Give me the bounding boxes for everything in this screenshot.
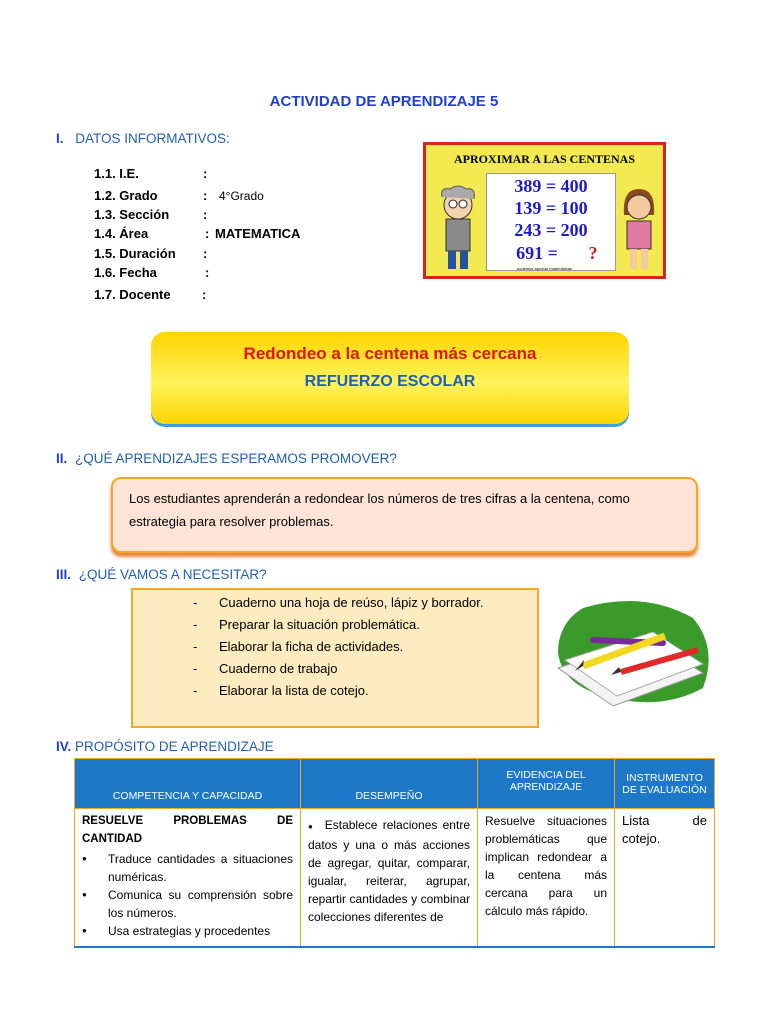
section-3-number: III. [56,567,72,582]
data-colon: : [205,226,210,241]
poster-equation: 243 = 200 [514,220,588,240]
section-4-label: PROPÓSITO DE APRENDIZAJE [75,739,274,754]
data-label: 1.3. Sección [94,207,170,222]
banner-subtitle: REFUERZO ESCOLAR [304,373,476,390]
poster-equation: 389 = 400 [514,176,588,196]
list-item-text: Cuaderno de trabajo [219,661,338,676]
list-item-text: Preparar la situación problemática. [219,617,420,632]
cell-competencia [75,809,301,947]
table-header-row [75,759,715,809]
poster-title: APROXIMAR A LAS CENTENAS [453,152,636,166]
section-2-number: II. [56,451,68,466]
header-desempeno: DESEMPEÑO [301,759,478,809]
teacher-character-icon [432,183,484,275]
poster-equation: 691 = [516,243,558,263]
data-value: MATEMATICA [215,226,301,241]
materials-box: - Cuaderno una hoja de reúso, lápiz y borrador. - Preparar la situación problemática. - Elaborar la ficha de actividades. - Cuaderno de trabajo - Elaborar la lista de cotejo. [131,588,539,728]
cell-evidencia: Resuelve situaciones problemáticas que implican redondear a la centena más cercana para un cálculo más rápido. [478,809,615,947]
data-label: 1.5. Duración [94,246,176,261]
data-colon: : [202,287,207,302]
poster-question-mark: ? [588,243,598,263]
data-label: 1.2. Grado [94,188,158,203]
section-2-heading [56,451,397,466]
data-label: 1.4. Área [94,226,149,241]
data-label: 1.6. Fecha [94,265,157,280]
poster-board [486,173,616,271]
poster-equation: 139 = 100 [514,198,588,218]
data-value: 4°Grado [219,189,264,203]
desempeno-value: Establece relaciones entre datos y una o más acciones de agregar, quitar, comparar, igualar, reiterar, agrupar, repartir cantidades y combinar colecciones diferentes de [308,818,470,924]
girl-character-icon [616,185,662,275]
section-3-label: ¿QUÉ VAMOS A NECESITAR? [78,567,267,582]
data-colon: : [203,207,208,222]
list-item: ● Comunica su comprensión sobre los números. [82,886,293,922]
data-colon: : [203,246,208,261]
table-row [75,809,715,947]
list-item-text: Elaborar la lista de cotejo. [219,683,369,698]
competencia-title: RESUELVE PROBLEMAS DE CANTIDAD [82,815,293,845]
datos-informativos [94,166,414,306]
cell-desempeno [301,809,478,947]
learning-objective-box: Los estudiantes aprenderán a redondear los números de tres cifras a la centena, como estrategia para resolver problemas. [111,477,698,553]
poster-footer: podemos aprobar matemáticas [516,266,573,271]
header-competencia: COMPETENCIA Y CAPACIDAD [75,759,301,809]
section-4-heading [56,739,274,754]
topic-banner [151,332,629,424]
header-instrumento: INSTRUMENTO DE EVALUACIÓN [615,759,715,809]
data-colon: : [203,166,208,181]
banner-topic: Redondeo a la centena más cercana [243,344,537,363]
section-1-number: I. [56,131,64,146]
list-item-text: Elaborar la ficha de actividades. [219,639,404,654]
purpose-table [74,758,715,948]
header-evidencia: EVIDENCIA DEL APRENDIZAJE [478,759,615,809]
pencils-paper-icon [553,598,713,710]
section-1-label: DATOS INFORMATIVOS: [75,131,230,146]
cell-instrumento: Lista de cotejo. [615,809,715,947]
list-item-text: Cuaderno una hoja de reúso, lápiz y borrador. [219,595,484,610]
section-4-number: IV. [56,739,72,754]
data-label: 1.7. Docente [94,287,171,302]
data-colon: : [203,188,208,203]
page-title: ACTIVIDAD DE APRENDIZAJE 5 [269,93,499,110]
data-label: 1.1. I.E. [94,166,139,181]
desempeno-text: ● Establece relaciones entre datos y una o más acciones de agregar, quitar, comparar, igualar, reiterar, agrupar, repartir cantidades y combinar colecciones diferentes de [308,818,470,924]
capacidades-list [82,850,293,940]
data-colon: : [205,265,210,280]
section-3-heading [56,567,267,582]
rounding-poster-image [423,142,666,279]
section-2-label: ¿QUÉ APRENDIZAJES ESPERAMOS PROMOVER? [75,451,397,466]
list-item: ● Usa estrategias y procedentes [82,922,293,940]
section-1-heading [56,131,230,146]
list-item: ● Traduce cantidades a situaciones numéricas. [82,850,293,886]
